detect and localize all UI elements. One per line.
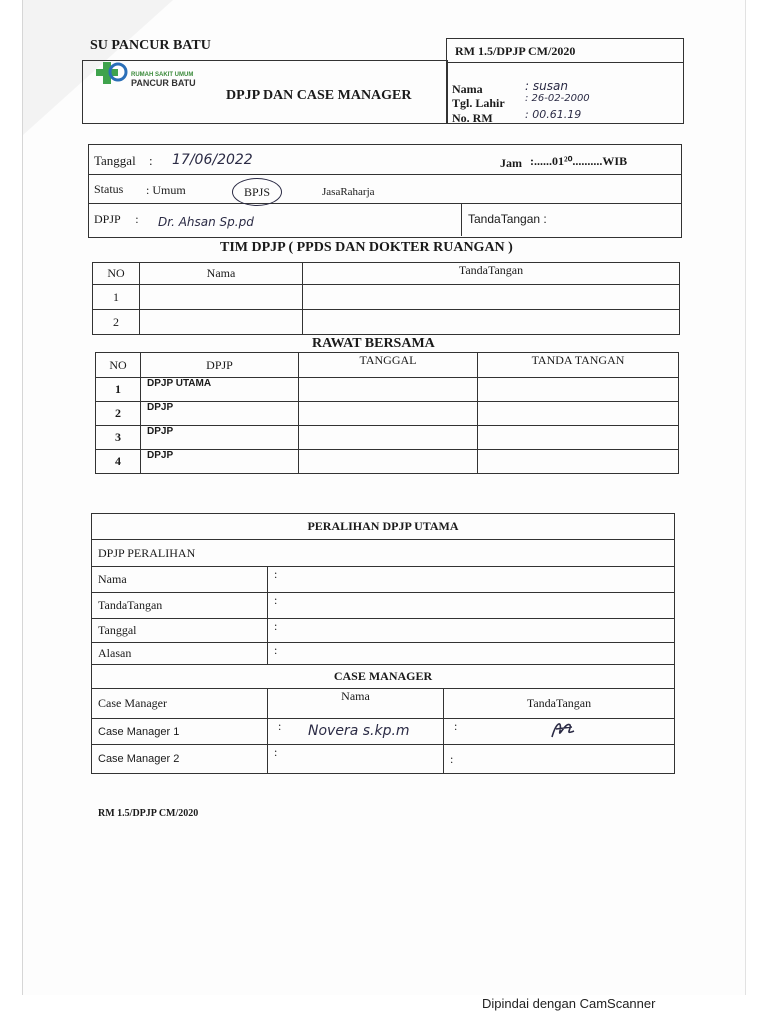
tim-row-nama[interactable] [140, 310, 303, 335]
rawat-row-tanggal[interactable] [299, 426, 478, 450]
peralihan-row-label: Alasan [92, 643, 268, 665]
dpjp-value: Dr. Ahsan Sp.pd [158, 215, 254, 229]
patient-tgl-label: Tgl. Lahir [452, 96, 505, 110]
signature-icon [548, 717, 578, 743]
table-row [92, 619, 675, 643]
patient-tgl-value: : 26-02-2000 [525, 93, 590, 104]
table-row [92, 745, 675, 774]
scanner-note: Dipindai dengan CamScanner [482, 996, 656, 1011]
peralihan-subtitle: DPJP PERALIHAN [92, 540, 675, 567]
table-row [93, 310, 680, 335]
cm-row-nama-colon: : [278, 719, 282, 733]
rawat-row-ttd[interactable] [478, 450, 679, 474]
cm-col-label: Case Manager [92, 689, 268, 719]
rawat-row-no: 3 [96, 426, 141, 450]
cm-row-ttd[interactable]: : [444, 745, 675, 774]
rawat-bersama-title: RAWAT BERSAMA [312, 336, 435, 351]
rawat-row-dpjp: DPJP UTAMA [141, 378, 299, 402]
tim-row-nama[interactable] [140, 285, 303, 310]
rawat-row-no: 4 [96, 450, 141, 474]
tanggal-colon: : [148, 153, 153, 168]
status-bpjs-circled [232, 178, 282, 206]
table-row [92, 719, 675, 745]
cm-row-nama[interactable]: : [268, 745, 444, 774]
rawat-row-no: 2 [96, 402, 141, 426]
rawat-row-tanggal[interactable] [299, 378, 478, 402]
rawat-row-tanggal[interactable] [299, 450, 478, 474]
status-bpjs-text: BPJS [243, 185, 271, 199]
jam-label: Jam [500, 156, 522, 170]
rawat-row-dpjp: DPJP [141, 450, 299, 474]
peralihan-table [91, 513, 675, 774]
table-row [96, 450, 679, 474]
header-code-divider [446, 62, 683, 63]
table-row [92, 593, 675, 619]
tim-dpjp-table [92, 262, 680, 335]
rawat-row-dpjp: DPJP [141, 426, 299, 450]
dpjp-label-text: DPJP [94, 212, 121, 226]
cm-row-label: Case Manager 2 [92, 745, 268, 774]
cm-col-ttd: TandaTangan [444, 689, 675, 719]
rawat-col-no: NO [96, 353, 141, 378]
tim-row-ttd[interactable] [303, 285, 680, 310]
peralihan-row-value[interactable]: : [268, 619, 675, 643]
rawat-row-no: 1 [96, 378, 141, 402]
tim-col-ttd: TandaTangan [303, 263, 680, 285]
form-title: DPJP DAN CASE MANAGER [226, 88, 412, 103]
table-row [92, 643, 675, 665]
table-row [96, 426, 679, 450]
info-divider-2 [88, 203, 681, 204]
patient-nama-value: : susan [525, 79, 568, 93]
cm-row-nama-value: Novera s.kp.m [308, 723, 410, 739]
tim-col-no: NO [93, 263, 140, 285]
tim-row-no: 2 [93, 310, 140, 335]
hospital-cross-icon [88, 60, 128, 90]
tanggal-value: 17/06/2022 [172, 152, 253, 168]
table-row [92, 567, 675, 593]
hospital-short-name: SU PANCUR BATU [90, 38, 211, 53]
tim-row-no: 1 [93, 285, 140, 310]
dpjp-ttd-label: TandaTangan : [468, 212, 547, 226]
rawat-col-tanggal: TANGGAL [299, 353, 478, 378]
cm-row-ttd[interactable] [444, 719, 675, 745]
hospital-logo [88, 60, 128, 90]
info-dpjp-divider [461, 203, 462, 236]
case-manager-title: CASE MANAGER [92, 665, 675, 689]
peralihan-row-label: Tanggal [92, 619, 268, 643]
peralihan-row-label: TandaTangan [92, 593, 268, 619]
rawat-bersama-table [95, 352, 679, 474]
tanggal-label-text: Tanggal [94, 153, 136, 168]
footer-form-code: RM 1.5/DPJP CM/2020 [98, 808, 199, 819]
table-row [93, 285, 680, 310]
table-row [96, 378, 679, 402]
logo-text-line1: RUMAH SAKIT UMUM [131, 72, 194, 78]
form-code: RM 1.5/DPJP CM/2020 [455, 44, 576, 58]
rawat-col-dpjp: DPJP [141, 353, 299, 378]
rawat-row-tanggal[interactable] [299, 402, 478, 426]
tim-col-nama: Nama [140, 263, 303, 285]
jam-value: :......01²⁰..........WIB [530, 154, 628, 168]
tim-dpjp-title: TIM DPJP ( PPDS DAN DOKTER RUANGAN ) [220, 240, 513, 255]
tanggal-label [94, 153, 153, 169]
peralihan-row-value[interactable]: : [268, 593, 675, 619]
rawat-row-dpjp: DPJP [141, 402, 299, 426]
peralihan-row-value[interactable]: : [268, 567, 675, 593]
peralihan-title: PERALIHAN DPJP UTAMA [92, 514, 675, 540]
peralihan-row-label: Nama [92, 567, 268, 593]
patient-rm-value: : 00.61.19 [525, 108, 582, 121]
rawat-row-ttd[interactable] [478, 426, 679, 450]
dpjp-label [94, 212, 139, 227]
peralihan-row-value[interactable]: : [268, 643, 675, 665]
info-divider-1 [88, 174, 681, 175]
rawat-row-ttd[interactable] [478, 402, 679, 426]
patient-rm-label: No. RM [452, 111, 493, 125]
status-umum: : Umum [146, 183, 186, 197]
cm-row-ttd-colon: : [454, 719, 458, 733]
table-row [96, 402, 679, 426]
cm-row-label: Case Manager 1 [92, 719, 268, 745]
rawat-col-ttd: TANDA TANGAN [478, 353, 679, 378]
cm-row-nama[interactable] [268, 719, 444, 745]
status-jasaraharja: JasaRaharja [322, 186, 375, 198]
tim-row-ttd[interactable] [303, 310, 680, 335]
logo-text-line2: PANCUR BATU [131, 78, 196, 88]
patient-nama-label: Nama [452, 82, 483, 96]
rawat-row-ttd[interactable] [478, 378, 679, 402]
status-label: Status [94, 182, 124, 196]
cm-col-nama: Nama [268, 689, 444, 719]
dpjp-colon: : [135, 212, 139, 226]
